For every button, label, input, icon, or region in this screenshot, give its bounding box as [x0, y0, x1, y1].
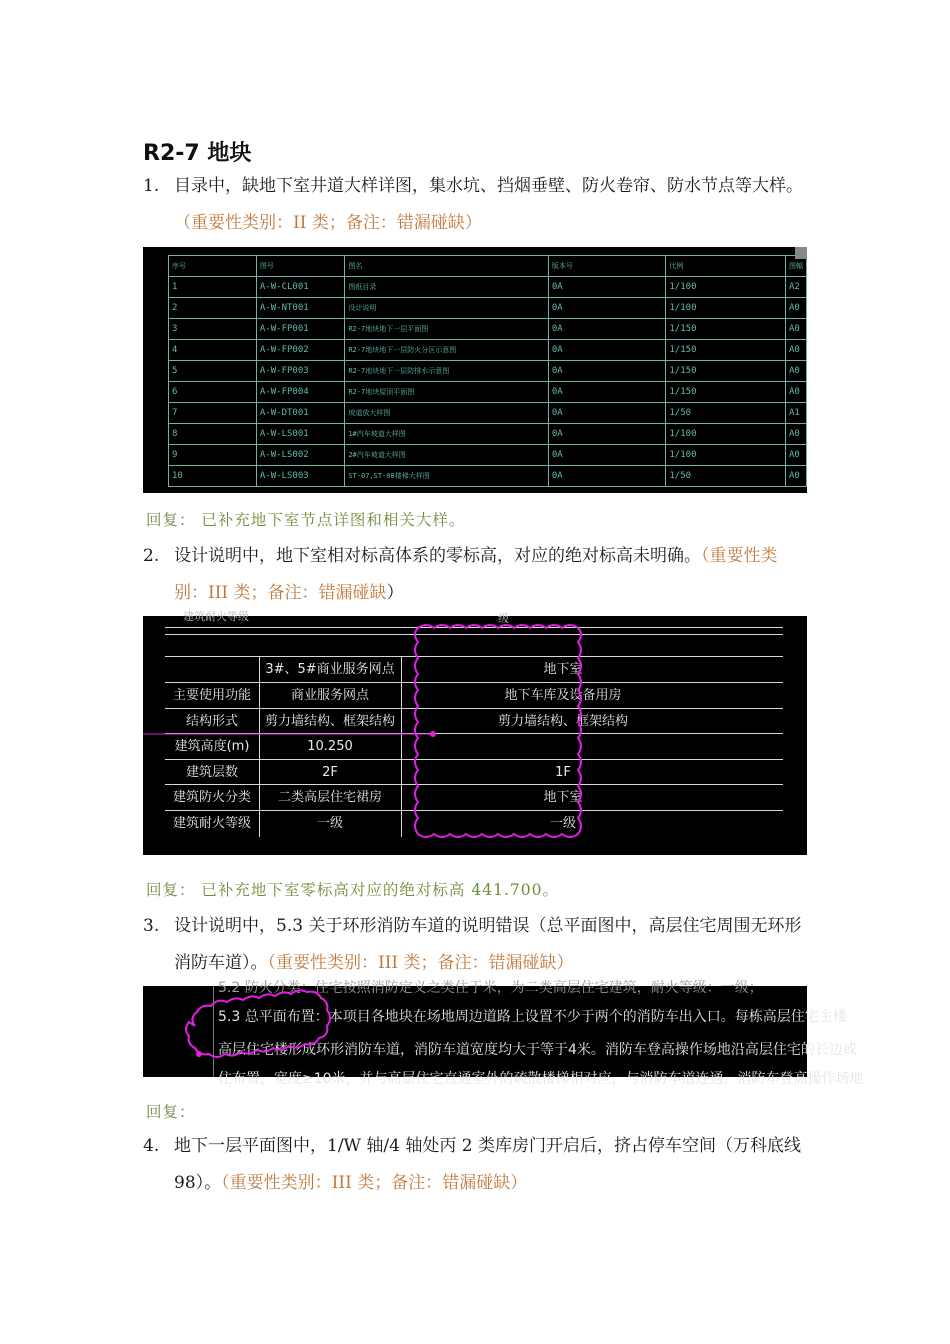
table-cell: A2 — [785, 277, 806, 298]
table-cell: 10.250 — [307, 739, 353, 754]
table-row — [169, 298, 807, 319]
table-cell: 9 — [169, 445, 257, 466]
table-row — [169, 319, 807, 340]
spec-line: 5.2 防火分类：住宅按照消防定义之类住于米，为二类高层住宅建筑，耐火等级：一级； — [218, 980, 763, 996]
table-cell: A0 — [785, 424, 806, 445]
table-cell: 1/100 — [666, 445, 786, 466]
table-cell: A-W-NT001 — [256, 298, 344, 319]
cut-label: 建筑耐火等级 — [183, 610, 249, 623]
table-cell: A0 — [785, 382, 806, 403]
table-cell: R2-7地块地下一层防火分区示意图 — [345, 340, 549, 361]
item-text — [174, 1128, 811, 1202]
table-cell: A-W-DT001 — [256, 403, 344, 424]
table-cell: A-W-FP001 — [256, 319, 344, 340]
table-cell: ST-07,ST-08楼梯大样图 — [345, 466, 549, 487]
table-cell: 0A — [548, 382, 666, 403]
table-row — [169, 424, 807, 445]
table-cell: 5 — [169, 361, 257, 382]
item-description: 设计说明中，地下室相对标高体系的零标高，对应的绝对标高未明确。 — [174, 546, 701, 566]
table-cell: A-W-FP003 — [256, 361, 344, 382]
table-cell: A1 — [785, 403, 806, 424]
table-cell: A0 — [785, 340, 806, 361]
table-cell: A-W-FP004 — [256, 382, 344, 403]
table-cell: 商业服务网点 — [290, 688, 369, 703]
revision-cloud — [143, 986, 807, 1077]
table-cell: 1/100 — [666, 424, 786, 445]
table-header-row — [169, 256, 807, 277]
table-cell: A0 — [785, 298, 806, 319]
table-row — [169, 403, 807, 424]
table-cell: R2-7地块屋顶平面图 — [345, 382, 549, 403]
table-cell: 3 — [169, 319, 257, 340]
reply-1: 回复： 已补充地下室节点详图和相关大样。 — [146, 511, 466, 529]
table-cell: 0A — [548, 319, 666, 340]
window-corner — [795, 247, 807, 259]
drawing-list-screenshot — [143, 247, 807, 493]
review-item-4 — [143, 1128, 811, 1202]
table-cell: 1/150 — [666, 361, 786, 382]
table-cell: 建筑层数 — [185, 764, 238, 780]
table-cell: 6 — [169, 382, 257, 403]
table-row — [169, 340, 807, 361]
cut-label-right: 级 — [498, 612, 509, 625]
header-cell: 比例 — [666, 256, 786, 277]
table-cell: 0A — [548, 445, 666, 466]
page-title: R2-7 地块 — [143, 141, 252, 166]
importance-tag: （重要性类别：III 类；备注：错漏碰缺 — [174, 546, 778, 603]
item-description: 地下一层平面图中，1/W 轴/4 轴处丙 2 类库房门开启后，挤占停车空间（万科底线 98）。 — [174, 1136, 801, 1193]
table-cell: 2 — [169, 298, 257, 319]
table-cell: 0A — [548, 277, 666, 298]
table-cell: 结构形式 — [185, 713, 238, 729]
table-cell: 建筑耐火等级 — [172, 815, 251, 831]
item-description: 设计说明中，5.3 关于环形消防车道的说明错误（总平面图中，高层住宅周围无环形消防车道）。 — [174, 916, 802, 973]
table-cell: 建筑高度(m) — [174, 739, 250, 754]
table-cell: A0 — [785, 319, 806, 340]
table-cell: 0A — [548, 361, 666, 382]
header-cell: 版本号 — [548, 256, 666, 277]
item-tail: ） — [386, 583, 404, 603]
reply-3: 回复： — [146, 1103, 196, 1121]
header-cell: 图名 — [345, 256, 549, 277]
table-row — [169, 382, 807, 403]
review-item-3 — [143, 908, 811, 982]
design-spec-screenshot — [143, 980, 864, 1087]
table-cell: 坡道放大样图 — [345, 403, 549, 424]
table-cell: 1F — [555, 764, 571, 780]
item-text — [174, 908, 811, 982]
importance-tag: （重要性类别：III 类；备注：错漏碰缺） — [267, 953, 574, 973]
table-cell: 二类高层住宅裙房 — [277, 790, 382, 805]
table-row — [169, 361, 807, 382]
table-cell: 图纸目录 — [345, 277, 549, 298]
table-cell: 1/50 — [666, 466, 786, 487]
reply-2: 回复： 已补充地下室零标高对应的绝对标高 441.700。 — [146, 881, 559, 899]
table-cell: 0A — [548, 403, 666, 424]
spec-line: 高层住宅楼形成环形消防车道，消防车道宽度均大于等于4米。消防车登高操作场地沿高层住宅的长边或 — [218, 1042, 857, 1058]
table-cell: 0A — [548, 298, 666, 319]
item-text — [174, 168, 811, 242]
header-cell: 序号 — [169, 256, 257, 277]
table-cell: 8 — [169, 424, 257, 445]
review-item-1 — [143, 168, 811, 242]
header-cell: 图号 — [256, 256, 344, 277]
table-cell: R2-7地块地下一层平面图 — [345, 319, 549, 340]
item-number: 3. — [143, 916, 160, 936]
table-cell: 1/100 — [666, 277, 786, 298]
table-cell: 一级 — [316, 815, 343, 831]
table-cell: 一级 — [549, 815, 576, 831]
revision-cloud — [143, 616, 807, 855]
table-cell: R2-7地块地下一层防排水示意图 — [345, 361, 549, 382]
item-number: 1. — [143, 176, 160, 196]
table-cell: 1/150 — [666, 382, 786, 403]
table-cell: 剪力墙结构、框架结构 — [497, 713, 628, 729]
spec-line: 住布置，宽度≥10米，并与高层住宅直通室外的疏散楼梯相对应，与消防车道连通，消防车登高操作场地 — [218, 1071, 864, 1087]
table-cell: 0A — [548, 340, 666, 361]
review-item-2 — [143, 538, 811, 612]
table-cell: 4 — [169, 340, 257, 361]
drawing-list-body — [169, 277, 807, 487]
table-cell: A-W-LS003 — [256, 466, 344, 487]
table-cell: 0A — [548, 424, 666, 445]
table-cell: 7 — [169, 403, 257, 424]
table-cell: 地下室 — [543, 790, 583, 805]
table-cell: 设计说明 — [345, 298, 549, 319]
table-cell: 0A — [548, 466, 666, 487]
table-cell: 2F — [322, 764, 338, 780]
table-cell: A-W-LS001 — [256, 424, 344, 445]
item-number: 4. — [143, 1136, 160, 1156]
table-row — [169, 466, 807, 487]
importance-tag: （重要性类别：II 类；备注：错漏碰缺） — [174, 213, 482, 233]
table-cell: 1/50 — [666, 403, 786, 424]
table-cell: 1/100 — [666, 298, 786, 319]
table-cell: 地下室 — [543, 662, 583, 677]
header-cell: 图幅 — [785, 256, 806, 277]
table-cell: A0 — [785, 361, 806, 382]
table-row — [169, 445, 807, 466]
item-description: 目录中，缺地下室井道大样详图，集水坑、挡烟垂壁、防火卷帘、防水节点等大样。 — [174, 176, 803, 196]
table-cell: 地下车库及设备用房 — [504, 688, 622, 703]
drawing-list-table — [168, 255, 807, 487]
item-text — [174, 538, 811, 612]
table-cell: 1/150 — [666, 319, 786, 340]
table-cell: 建筑防火分类 — [172, 790, 251, 805]
table-cell: 主要使用功能 — [172, 688, 251, 703]
table-cell: 1#汽车坡道大样图 — [345, 424, 549, 445]
table-cell: 2#汽车坡道大样图 — [345, 445, 549, 466]
importance-tag: （重要性类别：III 类；备注：错漏碰缺） — [221, 1173, 528, 1193]
building-info-screenshot — [143, 610, 807, 855]
spec-line: 5.3 总平面布置：本项目各地块在场地周边道路上设置不少于两个的消防车出入口。每栋高层住宅主楼 — [218, 1009, 847, 1025]
table-cell: 1 — [169, 277, 257, 298]
table-cell: A0 — [785, 445, 806, 466]
table-cell: A0 — [785, 466, 806, 487]
table-cell: 1/150 — [666, 340, 786, 361]
table-row — [169, 277, 807, 298]
table-cell: 剪力墙结构、框架结构 — [264, 713, 395, 729]
table-cell: 10 — [169, 466, 257, 487]
table-cell: 3#、5#商业服务网点 — [265, 662, 395, 677]
item-number: 2. — [143, 546, 160, 566]
table-cell: A-W-LS002 — [256, 445, 344, 466]
table-cell: A-W-FP002 — [256, 340, 344, 361]
table-cell: A-W-CL001 — [256, 277, 344, 298]
